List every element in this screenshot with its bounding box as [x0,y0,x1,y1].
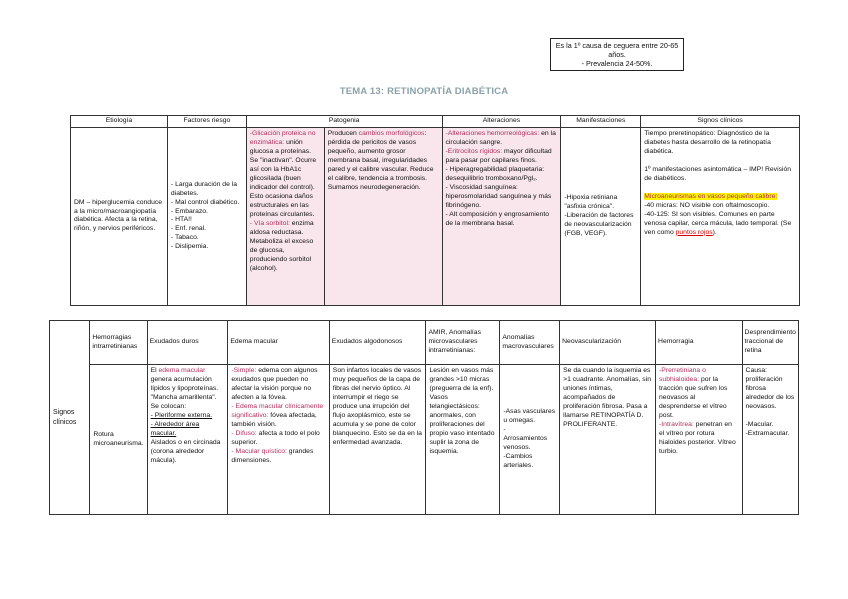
patogenia-a-cell [246,127,324,305]
edema-macular-cell [228,365,329,515]
hemorragias-cell: Rotura microaneurisma. [90,365,147,515]
intravitrea-text: penetran en el vítreo por rotura hialoides posterior. Vítreo turbio. [659,420,736,455]
table1-body-row [71,127,800,305]
header-exudados-duros: Exudados duros [147,321,228,365]
difuso-text: afecta a todo el polo superior. [231,429,320,446]
patogenia-b-cell [324,127,442,305]
factores-cell: - Larga duración de la diabetes. - Mal control diabético. - Embarazo. - HTA!! - Enf. renal. - Tabaco. - Dislipemia. [167,127,246,305]
significativo-text: fóvea afectada, también visión. [231,411,317,428]
glicacion-term: -Glicación proteica no enzimática: [249,129,316,146]
circinada-text: Aislados o en circinada (corona alrededor mácula). [150,438,221,464]
eritrocitos-text: mayor dificultad para pasar por capilares finos. - Hiperagregabilidad plaquetaria: desequilibrio tromboxano/Pgl₂. - Viscosidad sanguínea: hiperosmolaridad sanguínea y más fibrinógeno. - Alt composición y engrosamiento de la membrana basal. [445,147,552,227]
quistico-term: - Macular quístico: [231,447,287,455]
macrovasculares-cell: -Asas vasculares u omegas. - Arrosamientos venosos. -Cambios arteriales. [500,365,560,515]
pleriforme-item: - Pleriforme externa. [150,411,213,419]
header-etiologia: Etiología [71,116,168,128]
header-alteraciones: Alteraciones [442,116,561,128]
desprendimiento-cell: Causa: proliferación fibrosa alrededor de los neovasos. -Macular. -Extramacular. [742,365,798,515]
sorbitol-text: enzima aldosa reductasa. Metaboliza el exceso de glucosa, produciendo sorbitol (alcohol). [249,219,314,272]
glicacion-text: unión glucosa a proteínas. Se "inactivan". Ocurre así con la HbA1c glicosilada (buen indicador del control). Esto ocasiona daños estructurales en las proteínas circulantes. [249,138,317,218]
pathology-table [70,115,800,306]
cambios-term: cambios morfológicos [358,129,425,137]
microaneurismas-text: -40 micras: NO visible con oftalmoscopio. -40-125: SI son visibles. Comunes en parte venosa capilar, cerca mácula, lado temporal. (Se ven como [644,201,792,236]
simple-text: edema con algunos exudados que pueden no afectar la visión porque no afecten a la fóvea. [231,367,318,401]
etiologia-cell: DM – hiperglucemia conduce a la micro/macroangiopatía diabética. Afecta a la retina, riñón, y nervios periféricos. [71,127,168,305]
manifestaciones-asintomatica-text: 1º manifestaciones asintomática – IMP! Revisión de diabéticos. [644,165,792,182]
callout-line-2: - Prevalencia 24-50%. [581,59,653,68]
difuso-term: - Difuso: [231,429,257,437]
sorbitol-term: - Vía sorbitol: [249,219,290,227]
callout-line-1: Es la 1º causa de ceguera entre 20-65 años. [555,41,679,59]
signos-cell [641,127,800,305]
hemorreologicas-term: -Alteraciones hemorreológicas: [445,129,540,137]
manifestaciones-cell: -Hipoxia retiniana "asfixia crónica". -Liberación de factores de neovascularización (FGB, VEGF). [561,127,641,305]
puntos-rojos-term: puntos rojos [675,228,713,236]
amir-cell: Lesión en vasos más grandes >10 micras (preguerra de la enf). Vasos telangiectásicos: anormales, con proliferaciones del propio vaso intentado suplir la zona de isquemia. [426,365,500,515]
macular-area-item: - Alrededor área macular. [150,420,200,437]
prerretiniana-text: por la tracción que sufren los neovasos al desprenderse el vítreo post. [659,375,728,419]
significativo-term: - Edema macular clínicamente significativo: [231,402,324,419]
header-signos: Signos clínicos [641,116,800,128]
quistico-text: grandes dimensiones. [231,447,314,464]
signos-side-label: Signos clínicos [50,321,90,515]
prevalence-callout [550,38,684,71]
header-desprendimiento: Desprendimiento traccional de retina [742,321,798,365]
prerretiniana-term: -Prerretiniana o subhialoidea: [659,367,706,383]
header-hemorragias-intrarretinianas: Hemorragias intrarretinianas [90,321,147,365]
page-title: TEMA 13: RETINOPATÍA DIABÉTICA [339,86,509,97]
header-anomalias-macrovasculares: Anomalías macrovasculares [500,321,560,365]
header-patogenia: Patogenia [246,116,442,128]
cambios-text: : pérdida de pericitos de vasos pequeño, aumento grosor membrana basal, irregularidades pared y el calibre vascular. Reduce el calibre, tendencia a trombosis. Sumamos neurodegeneración. [327,129,434,191]
table2-body-row [50,365,799,515]
neovascularizacion-cell: Se da cuando la isquemia es >1 cuadrante. Anomalías, sin uniones íntimas, acompañados de proliferación fibrosa. Pasa a llamarse RETINOPATÍA D. PROLIFERANTE. [560,365,656,515]
header-hemorragia: Hemorragia [656,321,743,365]
patogenia-b-pre: Producen [327,129,359,137]
hemorragia-cell [656,365,743,515]
table1-header-row [71,116,800,128]
header-manifestaciones: Manifestaciones [561,116,641,128]
exudados-text: genera acumulación lípidos y lipoproteínas. "Mancha amarillenta". Se colocan: [150,375,219,410]
exudados-duros-cell [147,365,228,515]
clinical-signs-table [49,320,799,515]
hemorreologicas-text: en la circulación sangre. [445,129,556,146]
intravitrea-term: -Intravítrea: [659,420,694,428]
microaneurismas-term: Microaneurismas en vasos pequeño calibre: [644,192,778,200]
header-factores: Factores riesgo [167,116,246,128]
eritrocitos-term: -Eritrocitos rígidos: [445,147,503,155]
edema-term: edema macular [158,367,206,374]
table2-header-row [50,321,799,365]
header-neovascularizacion: Neovascularización [560,321,656,365]
exudados-algodonosos-cell: Son infartos locales de vasos muy pequeños de la capa de fibras del nervio óptico. Al interrumpir el riego se produce una irrupción del flujo axoplásmico, este se acumula y se pone de color blanquecino. Esto se da en la enfermedad avanzada. [329,365,426,515]
preretinopatico-text: Tiempo preretinopático: Diagnóstico de la diabetes hasta desarrollo de la retinopatía diabética. [644,129,771,155]
signos-close: ). [712,228,717,236]
header-edema-macular: Edema macular [228,321,329,365]
alteraciones-cell [442,127,561,305]
simple-term: -Simple: [231,367,257,374]
exudados-pre: El [150,367,159,374]
header-amir: AMIR, Anomalías microvasculares intrarretinianas: [426,321,500,365]
header-exudados-algodonosos: Exudados algodonosos [329,321,426,365]
